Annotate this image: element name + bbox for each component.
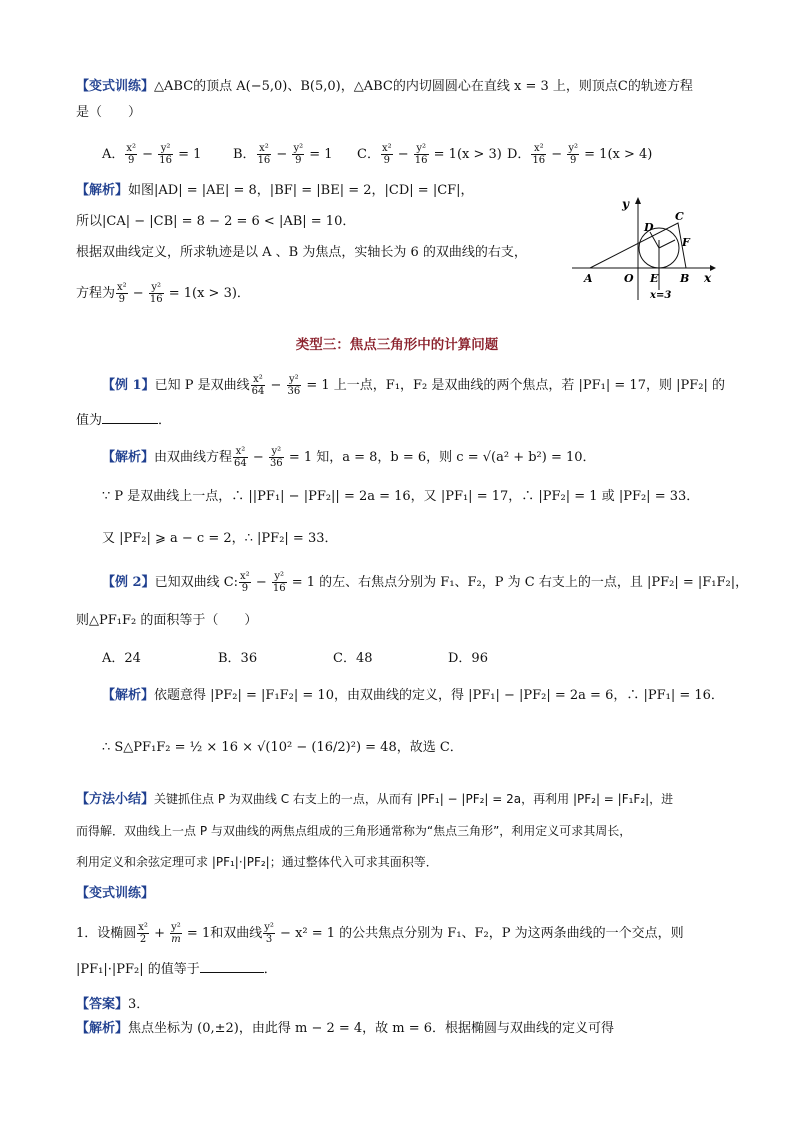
label-c: C — [675, 210, 684, 223]
example2-label: 【例 2】 — [102, 575, 155, 590]
analysis-label: 【解析】 — [76, 183, 129, 198]
variant2-analysis-line1: 【解析】焦点坐标为 (0,±2)，由此得 m − 2 = 4，故 m = 6．根据椭圆与双曲线的定义可得 — [76, 1021, 615, 1036]
variant2-answer-line: 【答案】3． — [76, 997, 150, 1012]
variant1-stem-line1 — [76, 77, 693, 97]
y-axis-arrow — [635, 197, 641, 204]
example2-analysis-line2: ∴ S△PF₁F₂ = ½ × 16 × √(10² − (16/2)²) = 48，故选 C． — [102, 740, 463, 755]
analysis-label: 【解析】 — [76, 1021, 129, 1036]
answer-blank — [200, 959, 264, 973]
method-line1: 【方法小结】关键抓住点 P 为双曲线 C 右支上的一点，从而有 |PF₁| − |PF₂| = 2a，再利用 |PF₂| = |F₁F₂|，进 — [76, 792, 674, 807]
example1-analysis-line2: ∵ P 是双曲线上一点，∴ ||PF₁| − |PF₂|| = 2a = 16，又 |PF₁| = 17，∴ |PF₂| = 1 或 |PF₂| = 33． — [102, 489, 700, 504]
answer-blank — [102, 410, 158, 424]
example2-option-d: D．96 — [448, 651, 488, 666]
variant1-stem-text: △ABC的顶点 A(−5,0)、B(5,0)，△ABC的内切圆圆心在直线 x = 3 上，则顶点C的轨迹方程 — [154, 79, 693, 94]
radius-to-d — [650, 232, 659, 248]
variant1-option-b: B． $\frac{\text{x²}}{16}$ − $\frac{\text{y²}}{9}$ = 1 — [233, 143, 333, 166]
variant1-option-c: C． $\frac{\text{x²}}{9}$ − $\frac{\text{y²}}{16}$ = 1(x > 3) — [357, 143, 502, 166]
example2-option-b: B．36 — [218, 651, 258, 666]
label-o: O — [624, 272, 634, 285]
answer-label: 【答案】 — [76, 997, 129, 1012]
example1-label: 【例 1】 — [102, 378, 155, 393]
variant1-stem-line2: 是（ ） — [76, 105, 142, 120]
variant2-label-line — [76, 884, 154, 904]
example1-line1: 【例 1】已知 P 是双曲线 $\frac{\text{x²}}{64}$ − $\frac{\text{y²}}{36}$ = 1 上一点，F₁，F₂ 是双曲线的两个焦点，若 |PF₁| = 17，则 |PF₂| 的 — [102, 374, 725, 397]
variant1-analysis-line3: 根据双曲线定义，所求轨迹是以 A 、B 为焦点，实轴长为 6 的双曲线的右支， — [76, 245, 527, 260]
label-a: A — [584, 272, 593, 285]
label-e: E — [650, 272, 659, 285]
label-x: x — [704, 271, 712, 285]
variant2-question-line2: |PF₁|·|PF₂| 的值等于 ． — [76, 959, 277, 980]
variant2-label: 【变式训练】 — [76, 886, 155, 901]
method-line3: 利用定义和余弦定理可求 |PF₁|·|PF₂|；通过整体代入可求其面积等． — [76, 855, 438, 869]
label-line: x=3 — [650, 290, 672, 300]
incircle-figure — [572, 196, 722, 300]
variant1-analysis-line2: 所以|CA| − |CB| = 8 − 2 = 6 < |AB| = 10． — [76, 214, 356, 229]
example2-analysis-line1: 【解析】依题意得 |PF₂| = |F₁F₂| = 10，由双曲线的定义，得 |PF₁| − |PF₂| = 2a = 6，∴ |PF₁| = 16． — [102, 688, 724, 703]
label-b: B — [680, 272, 690, 285]
method-line2: 而得解．双曲线上一点 P 与双曲线的两焦点组成的三角形通常称为“焦点三角形”，利用定义可求其周长， — [76, 824, 632, 838]
method-label: 【方法小结】 — [76, 792, 155, 807]
example1-line2: 值为 ． — [76, 410, 171, 431]
label-f: F — [682, 236, 690, 249]
example2-line2: 则△PF₁F₂ 的面积等于（ ） — [76, 613, 258, 628]
variant1-analysis-line1: 【解析】如图|AD| = |AE| = 8，|BF| = |BE| = 2，|CD| = |CF|， — [76, 183, 474, 198]
variant2-question-line1: 1．设椭圆 $\frac{\text{x²}}{2}$ + $\frac{\text{y²}}{m}$ = 1和双曲线 $\frac{\text{y²}}{3}$ − x² = 1 的公共焦点分别为 F₁、F₂，P 为这两条曲线的一个交点，则 — [76, 922, 684, 945]
label-d: D — [644, 221, 654, 234]
example1-analysis-line1: 【解析】由双曲线方程 $\frac{\text{x²}}{64}$ − $\frac{\text{y²}}{36}$ = 1 知，a = 8，b = 6，则 c = √(a² + b²) = 10． — [102, 446, 596, 469]
variant1-analysis-line4: 方程为 $\frac{\text{x²}}{9}$ − $\frac{\text{y²}}{16}$ = 1(x > 3)． — [76, 282, 250, 305]
variant1-option-d: D． $\frac{\text{x²}}{16}$ − $\frac{\text{y²}}{9}$ = 1(x > 4) — [507, 143, 653, 166]
variant1-option-a: A． $\frac{\text{x²}}{9}$ − $\frac{\text{y²}}{16}$ = 1 — [102, 143, 202, 166]
radius-to-f — [659, 240, 675, 248]
example2-option-a: A．24 — [102, 651, 141, 666]
analysis-label: 【解析】 — [102, 688, 155, 703]
example2-line1: 【例 2】已知双曲线 C: $\frac{\text{x²}}{9}$ − $\frac{\text{y²}}{16}$ = 1 的左、右焦点分别为 F₁、F₂，P 为 C 右支上的一点，且 |PF₂| = |F₁F₂|， — [102, 571, 749, 594]
label-y: y — [622, 197, 629, 211]
section-title: 类型三：焦点三角形中的计算问题 — [295, 337, 499, 353]
example1-analysis-line3: 又 |PF₂| ⩾ a − c = 2，∴ |PF₂| = 33． — [102, 531, 338, 546]
analysis-label: 【解析】 — [102, 450, 155, 465]
variant1-label: 【变式训练】 — [76, 79, 155, 94]
example2-option-c: C．48 — [333, 651, 373, 666]
